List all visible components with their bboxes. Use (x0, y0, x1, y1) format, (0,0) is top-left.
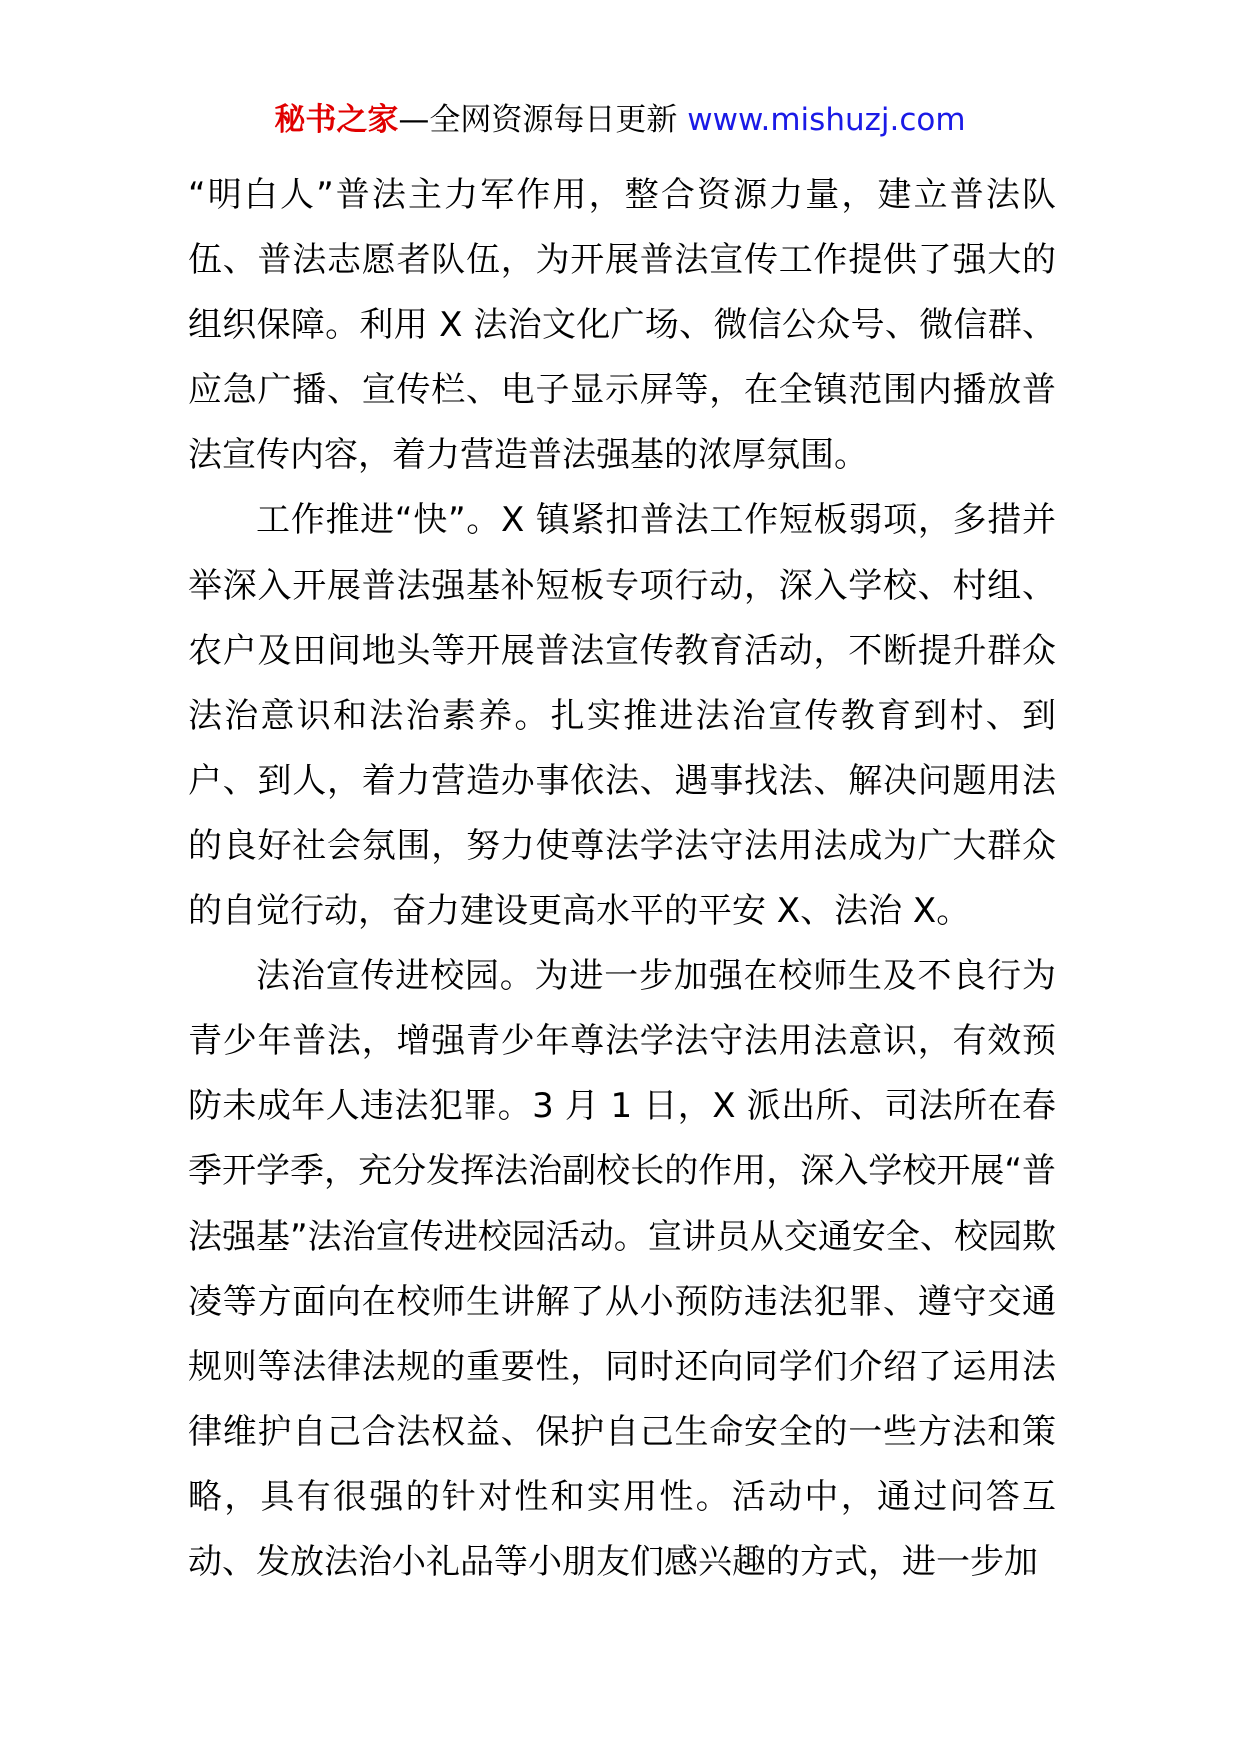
brand-name: 秘书之家 (274, 102, 399, 138)
header-slogan: —全网资源每日更新 (398, 102, 678, 138)
website-link[interactable]: www.mishuzj.com (687, 102, 966, 138)
paragraph-continuation: “明白人”普法主力军作用，整合资源力量，建立普法队伍、普法志愿者队伍，为开展普法宣传工作提供了强大的组织保障。利用 X 法治文化广场、微信公众号、微信群、应急广播、宣传栏、电子显示屏等，在全镇范围内播放普法宣传内容，着力营造普法强基的浓厚氛围。 (188, 175, 1056, 476)
document-body (188, 163, 1056, 1595)
paragraph-campus-legal-education: 法治宣传进校园。为进一步加强在校师生及不良行为青少年普法，增强青少年尊法学法守法用法意识，有效预防未成年人违法犯罪。3 月 1 日，X 派出所、司法所在春季开学季，充分发挥法治副校长的作用，深入学校开展“普法强基”法治宣传进校园活动。宣讲员从交通安全、校园欺凌等方面向在校师生讲解了从小预防违法犯罪、遵守交通规则等法律法规的重要性，同时还向同学们介绍了运用法律维护自己合法权益、保护自己生命安全的一些方法和策略，具有很强的针对性和实用性。活动中，通过问答互动、发放法治小礼品等小朋友们感兴趣的方式，进一步加 (188, 956, 1056, 1582)
site-header (0, 98, 1240, 142)
paragraph-work-progress: 工作推进“快”。X 镇紧扣普法工作短板弱项，多措并举深入开展普法强基补短板专项行动，深入学校、村组、农户及田间地头等开展普法宣传教育活动，不断提升群众法治意识和法治素养。扎实推进法治宣传教育到村、到户、到人，着力营造办事依法、遇事找法、解决问题用法的良好社会氛围，努力使尊法学法守法用法成为广大群众的自觉行动，奋力建设更高水平的平安 X、法治 X。 (188, 500, 1056, 932)
